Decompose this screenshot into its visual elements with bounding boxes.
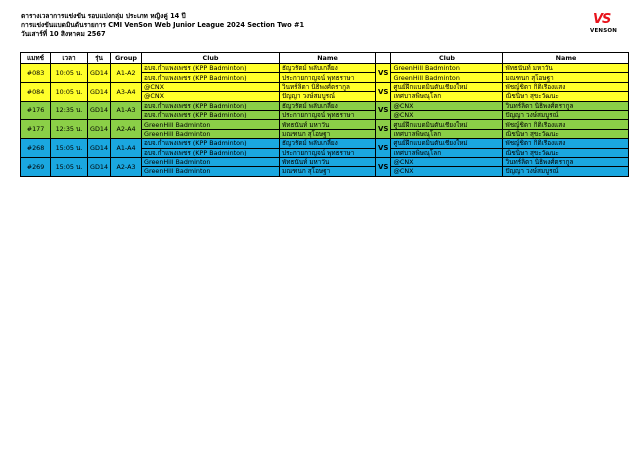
tournament-name: การแข่งขันแบดมินตันรายการ CMI VenSon Web Junior League 2024 Section Two #1 [21, 21, 305, 29]
right-club: เทศบาลพิษณุโลก [391, 129, 503, 138]
right-club: GreenHill Badminton [391, 64, 503, 73]
match-class: GD14 [88, 101, 111, 120]
venson-logo-word: VENSON [590, 28, 618, 34]
right-club: เทศบาลพิษณุโลก [391, 92, 503, 101]
right-player-name: มณฑนก สุโอษฐา [503, 73, 629, 82]
match-number: #177 [21, 120, 51, 139]
match-group: A3-A4 [111, 82, 142, 101]
left-player-name: มณฑนก สุโอษฐา [280, 129, 376, 138]
match-schedule-table [20, 52, 629, 177]
match-time: 15:05 น. [51, 139, 88, 158]
right-club: @CNX [391, 101, 503, 110]
left-club: อบจ.กำแพงเพชร (KPP Badminton) [142, 101, 280, 110]
vs-label: VS [376, 64, 391, 83]
right-club: @CNX [391, 157, 503, 166]
match-group: A2-A3 [111, 157, 142, 176]
col-header-group: Group [111, 53, 142, 64]
match-number: #083 [21, 64, 51, 83]
match-number: #268 [21, 139, 51, 158]
match-time: 15:05 น. [51, 157, 88, 176]
right-player-name: ปัญญา วงษ์สมบูรณ์ [503, 167, 629, 176]
right-club: ศูนย์ฝึกแบดมินตันเชียงใหม่ [391, 82, 503, 91]
left-player-name: วินทร์ลิตา นิธิพงศ์ตรากูล [280, 82, 376, 91]
table-row [21, 82, 629, 91]
col-header-vs [376, 53, 391, 64]
col-header-club-right: Club [391, 53, 503, 64]
left-club: GreenHill Badminton [142, 157, 280, 166]
match-group: A1-A2 [111, 64, 142, 83]
left-player-name: ธัญวรัตม์ พลับเกลี้ยง [280, 64, 376, 73]
table-row [21, 120, 629, 129]
vs-label: VS [376, 139, 391, 158]
match-group: A1-A4 [111, 139, 142, 158]
match-class: GD14 [88, 157, 111, 176]
table-row [21, 157, 629, 166]
vs-label: VS [376, 101, 391, 120]
right-club: ศูนย์ฝึกแบดมินตันเชียงใหม่ [391, 120, 503, 129]
right-player-name: ปัญญา วงษ์สมบูรณ์ [503, 110, 629, 119]
right-player-name: วินทร์ลิตา นิธิพงศ์ตรากูล [503, 157, 629, 166]
match-class: GD14 [88, 64, 111, 83]
match-time: 12:35 น. [51, 120, 88, 139]
right-club: @CNX [391, 110, 503, 119]
table-header-row [21, 53, 629, 64]
left-club: GreenHill Badminton [142, 120, 280, 129]
col-header-match: แมทช์ [21, 53, 51, 64]
right-player-name: ณิชนิษา สุขะวัฒนะ [503, 92, 629, 101]
table-row [21, 64, 629, 73]
match-class: GD14 [88, 82, 111, 101]
vs-label: VS [376, 157, 391, 176]
left-player-name: ประกายกาญจน์ พุทธราษา [280, 73, 376, 82]
vs-label: VS [376, 120, 391, 139]
left-player-name: พัทธนันท์ มหาวัน [280, 120, 376, 129]
col-header-time: เวลา [51, 53, 88, 64]
match-time: 12:35 น. [51, 101, 88, 120]
match-class: GD14 [88, 120, 111, 139]
col-header-name-right: Name [503, 53, 629, 64]
match-number: #269 [21, 157, 51, 176]
right-player-name: ณิชนิษา สุขะวัฒนะ [503, 148, 629, 157]
col-header-club-left: Club [142, 53, 280, 64]
right-club: GreenHill Badminton [391, 73, 503, 82]
left-club: GreenHill Badminton [142, 167, 280, 176]
left-club: @CNX [142, 92, 280, 101]
left-club: อบจ.กำแพงเพชร (KPP Badminton) [142, 64, 280, 73]
left-player-name: มณฑนก สุโอษฐา [280, 167, 376, 176]
left-player-name: ธัญวรัตม์ พลับเกลี้ยง [280, 101, 376, 110]
event-date: วันเสาร์ที่ 10 สิงหาคม 2567 [21, 30, 106, 38]
table-row [21, 139, 629, 148]
match-number: #176 [21, 101, 51, 120]
match-group: A1-A3 [111, 101, 142, 120]
right-club: @CNX [391, 167, 503, 176]
venson-logo-mark: VS [593, 12, 611, 27]
left-player-name: ปัญญา วงษ์สมบูรณ์ [280, 92, 376, 101]
left-player-name: ประกายกาญจน์ พุทธราษา [280, 110, 376, 119]
match-time: 10:05 น. [51, 64, 88, 83]
right-player-name: วินทร์ลิตา นิธิพงศ์ตรากูล [503, 101, 629, 110]
right-club: ศูนย์ฝึกแบดมินตันเชียงใหม่ [391, 139, 503, 148]
left-club: อบจ.กำแพงเพชร (KPP Badminton) [142, 73, 280, 82]
left-player-name: พัทธนันท์ มหาวัน [280, 157, 376, 166]
left-club: อบจ.กำแพงเพชร (KPP Badminton) [142, 148, 280, 157]
right-player-name: พัชญ์ชิตา กิติเรืองแสง [503, 139, 629, 148]
left-player-name: ธัญวรัตม์ พลับเกลี้ยง [280, 139, 376, 148]
left-club: @CNX [142, 82, 280, 91]
match-number: #084 [21, 82, 51, 101]
table-row [21, 101, 629, 110]
col-header-class: รุ่น [88, 53, 111, 64]
right-player-name: พัทธนันท์ มหาวัน [503, 64, 629, 73]
right-club: เทศบาลพิษณุโลก [391, 148, 503, 157]
right-player-name: ณิชนิษา สุขะวัฒนะ [503, 129, 629, 138]
col-header-name-left: Name [280, 53, 376, 64]
match-group: A2-A4 [111, 120, 142, 139]
venson-logo [590, 12, 624, 38]
match-class: GD14 [88, 139, 111, 158]
right-player-name: พัชญ์ชิตา กิติเรืองแสง [503, 82, 629, 91]
schedule-title: ตารางเวลาการแข่งขัน รอบแบ่งกลุ่ม ประเภท หญิงคู่ 14 ปี [21, 12, 186, 20]
left-club: GreenHill Badminton [142, 129, 280, 138]
right-player-name: พัชญ์ชิตา กิติเรืองแสง [503, 120, 629, 129]
left-player-name: ประกายกาญจน์ พุทธราษา [280, 148, 376, 157]
match-time: 10:05 น. [51, 82, 88, 101]
vs-label: VS [376, 82, 391, 101]
left-club: อบจ.กำแพงเพชร (KPP Badminton) [142, 110, 280, 119]
left-club: อบจ.กำแพงเพชร (KPP Badminton) [142, 139, 280, 148]
